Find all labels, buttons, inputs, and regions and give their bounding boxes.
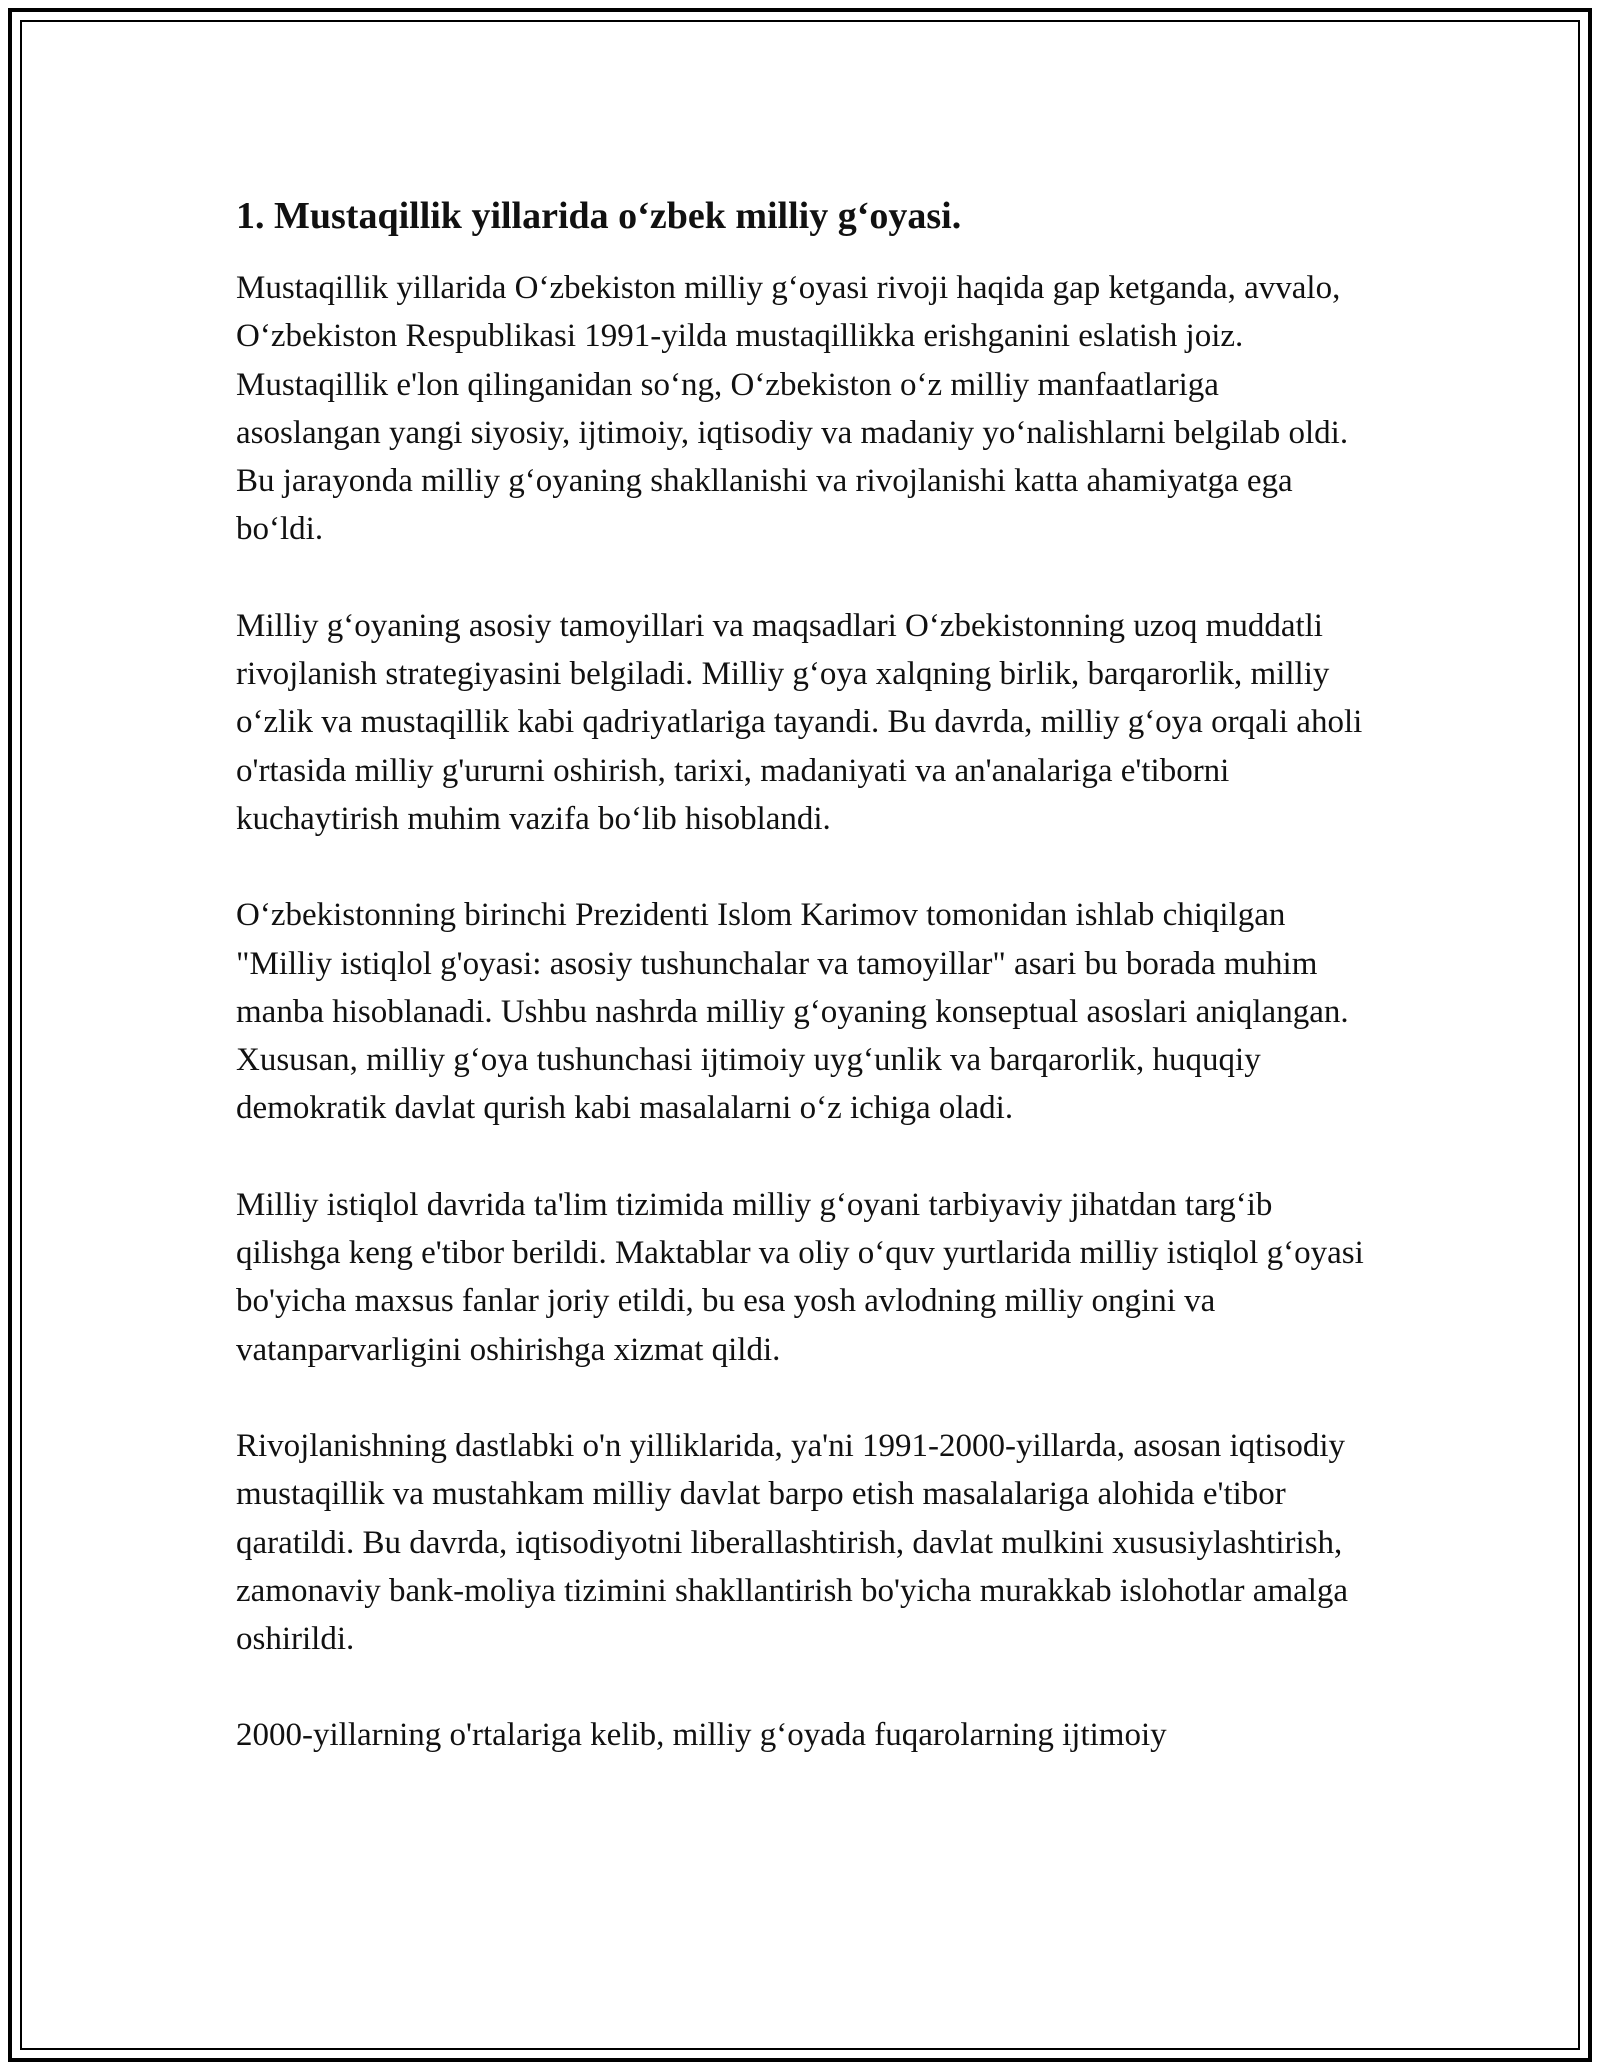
paragraph: Milliy g‘oyaning asosiy tamoyillari va maqsadlari O‘zbekistonning uzoq muddatli rivojlanish strategiyasini belgiladi. Milliy g‘oya xalqning birlik, barqarorlik, milliy o‘zlik va mustaqillik kabi qadriyatlariga tayandi. Bu davrda, milliy g‘oya orqali aholi o'rtasida milliy g'ururni oshirish, tarixi, madaniyati va an'analariga e'tiborni kuchaytirish muhim vazifa bo‘lib hisoblandi.: [236, 607, 1363, 837]
paragraph: Rivojlanishning dastlabki o'n yilliklarida, ya'ni 1991-2000-yillarda, asosan iqtisodiy mustaqillik va mustahkam milliy davlat barpo etish masalalariga alohida e'tibor qaratildi. Bu davrda, iqtisodiyotni liberallashtirish, davlat mulkini xususiylashtirish, zamonaviy bank-moliya tizimini shakllantirish bo'yicha murakkab islohotlar amalga oshirildi.: [236, 1427, 1349, 1658]
section-heading: 1. Mustaqillik yillarida o‘zbek milliy g‘oyasi.: [236, 195, 962, 237]
paragraph: O‘zbekistonning birinchi Prezidenti Islom Karimov tomonidan ishlab chiqilgan "Milliy istiqlol g'oyasi: asosiy tushunchalar va tamoyillar" asari bu borada muhim manba hisoblanadi. Ushbu nashrda milliy g‘oyaning konseptual asoslari aniqlangan. Xususan, milliy g‘oya tushunchasi ijtimoiy uyg‘unlik va barqarorlik, huquqiy demokratik davlat qurish kabi masalalarni o‘z ichiga oladi.: [236, 897, 1349, 1127]
paragraph: 2000-yillarning o'rtalariga kelib, milliy g‘oyada fuqarolarning ijtimoiy: [236, 1717, 1167, 1754]
paragraph: Mustaqillik yillarida O‘zbekiston milliy g‘oyasi rivoji haqida gap ketganda, avvalo, O‘zbekiston Respublikasi 1991-yilda mustaqillikka erishganini eslatish joiz. Mustaqillik e'lon qilinganidan so‘ng, O‘zbekiston o‘z milliy manfaatlariga asoslangan yangi siyosiy, ijtimoiy, iqtisodiy va madaniy yo‘nalishlarni belgilab oldi. Bu jarayonda milliy g‘oyaning shakllanishi va rivojlanishi katta ahamiyatga ega bo‘ldi.: [236, 270, 1349, 548]
document-body: [236, 190, 1366, 1760]
paragraph: Milliy istiqlol davrida ta'lim tizimida milliy g‘oyani tarbiyaviy jihatdan targ‘ib qilishga keng e'tibor berildi. Maktablar va oliy o‘quv yurtlarida milliy istiqlol g‘oyasi bo'yicha maxsus fanlar joriy etildi, bu esa yosh avlodning milliy ongini va vatanparvarligini oshirishga xizmat qildi.: [236, 1186, 1364, 1368]
